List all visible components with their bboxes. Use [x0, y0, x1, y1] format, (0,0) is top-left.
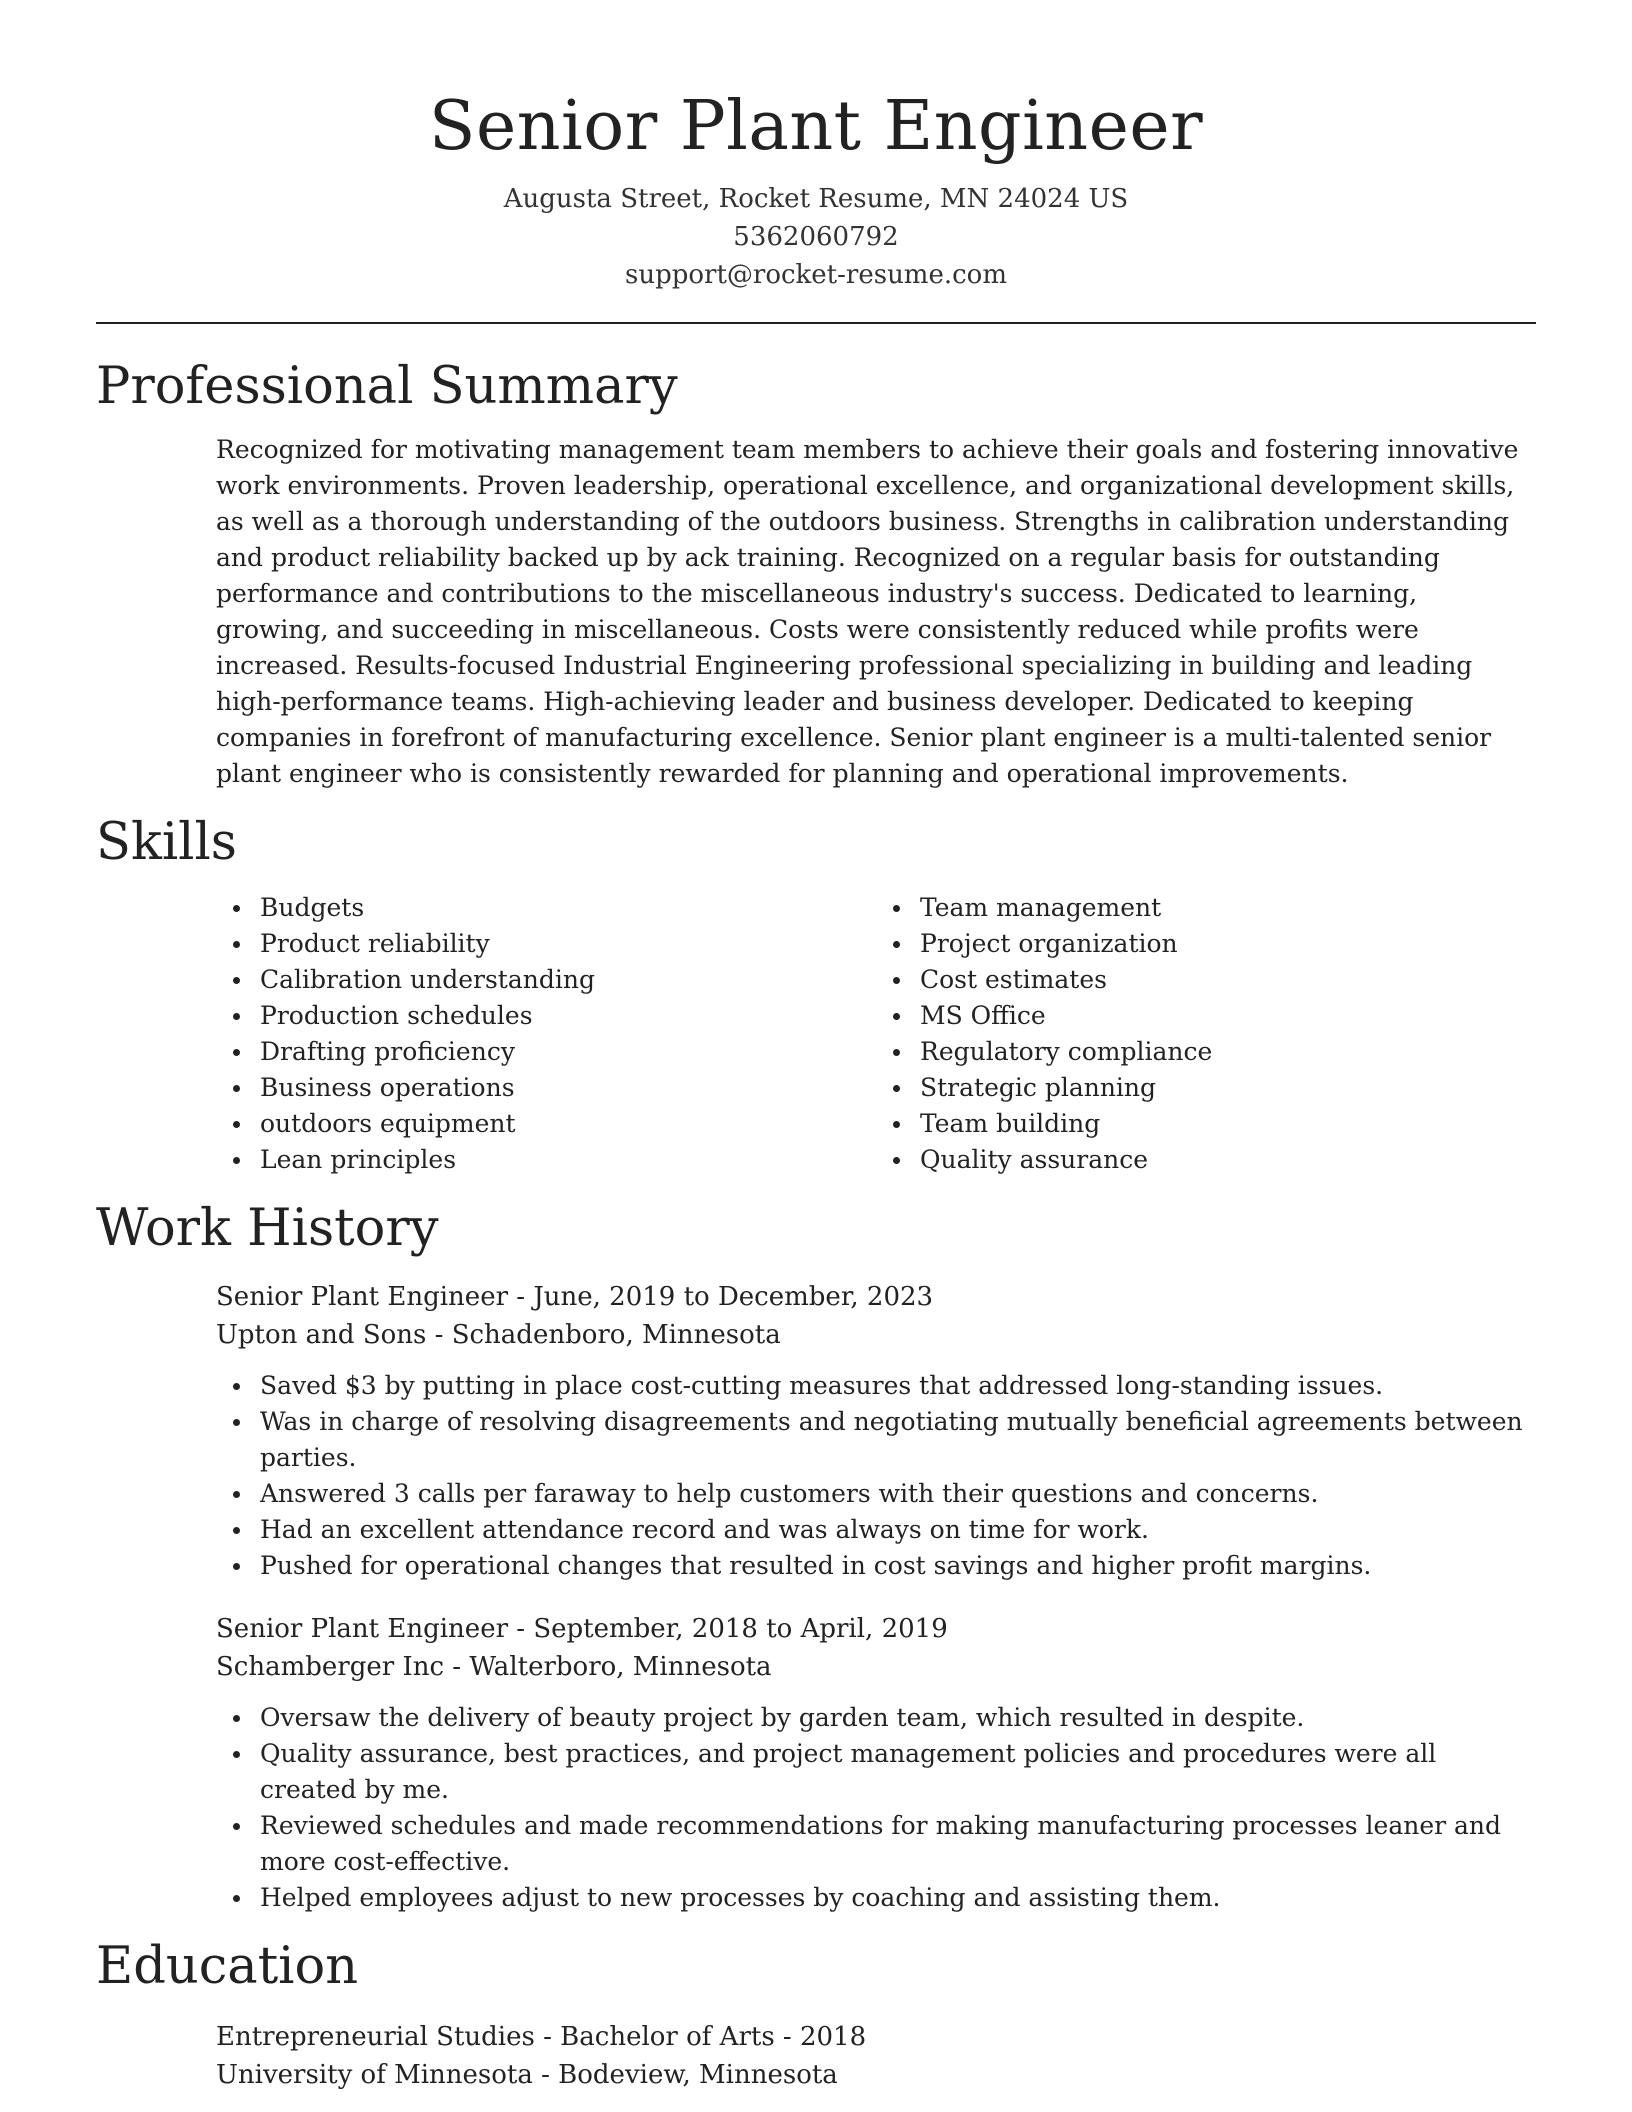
job-company-line: Schamberger Inc - Walterboro, Minnesota	[216, 1652, 772, 1682]
skill-item: Product reliability	[260, 926, 876, 962]
skills-list-left	[216, 890, 876, 1178]
skill-item: Team building	[920, 1106, 1536, 1142]
work-history-section	[96, 1198, 1536, 1916]
skill-item: Cost estimates	[920, 962, 1536, 998]
job-bullet: Had an excellent attendance record and was always on time for work.	[260, 1512, 1536, 1548]
work-history-heading: Work History	[96, 1199, 439, 1258]
job-bullet: Pushed for operational changes that resulted in cost savings and higher profit margins.	[260, 1548, 1536, 1584]
resume-name: Senior Plant Engineer	[428, 87, 1204, 166]
job-bullet: Oversaw the delivery of beauty project by garden team, which resulted in despite.	[260, 1700, 1536, 1736]
skill-item: Regulatory compliance	[920, 1034, 1536, 1070]
skills-grid	[96, 890, 1536, 1178]
job-bullets	[216, 1368, 1536, 1584]
education-degree-line: Entrepreneurial Studies - Bachelor of Arts - 2018	[216, 2022, 867, 2052]
skill-item: Calibration understanding	[260, 962, 876, 998]
job-entry	[96, 1610, 1536, 1916]
skills-section	[96, 812, 1536, 1178]
resume-header	[96, 0, 1536, 294]
job-company-line: Upton and Sons - Schadenboro, Minnesota	[216, 1320, 781, 1350]
summary-heading: Professional Summary	[96, 357, 678, 416]
skills-list-right	[876, 890, 1536, 1178]
education-school-line: University of Minnesota - Bodeview, Minnesota	[216, 2060, 838, 2090]
contact-block	[96, 180, 1536, 294]
header-divider	[96, 322, 1536, 324]
job-bullet: Helped employees adjust to new processes by coaching and assisting them.	[260, 1880, 1536, 1916]
contact-phone: 5362060792	[733, 222, 899, 252]
job-title-line: Senior Plant Engineer - September, 2018 to April, 2019	[216, 1614, 948, 1644]
skill-item: Drafting proficiency	[260, 1034, 876, 1070]
job-bullets	[216, 1700, 1536, 1916]
skill-item: Business operations	[260, 1070, 876, 1106]
skill-item: Quality assurance	[920, 1142, 1536, 1178]
job-title-line: Senior Plant Engineer - June, 2019 to December, 2023	[216, 1282, 934, 1312]
contact-address: Augusta Street, Rocket Resume, MN 24024 US	[503, 184, 1129, 214]
job-bullet: Was in charge of resolving disagreements and negotiating mutually beneficial agreements between parties.	[260, 1404, 1536, 1476]
skills-heading: Skills	[96, 813, 237, 872]
job-bullet: Reviewed schedules and made recommendations for making manufacturing processes leaner and more cost-effective.	[260, 1808, 1536, 1880]
job-bullet: Quality assurance, best practices, and project management policies and procedures were all created by me.	[260, 1736, 1536, 1808]
skill-item: Budgets	[260, 890, 876, 926]
skill-item: Project organization	[920, 926, 1536, 962]
skill-item: MS Office	[920, 998, 1536, 1034]
contact-email: support@rocket-resume.com	[624, 260, 1007, 290]
skill-item: Lean principles	[260, 1142, 876, 1178]
skill-item: Strategic planning	[920, 1070, 1536, 1106]
summary-text: Recognized for motivating management team members to achieve their goals and fostering innovative work environments. Proven leadership, operational excellence, and organizational development skills, as well as a thorough understanding of the outdoors business. Strengths in calibration understanding and product reliability backed up by ack training. Recognized on a regular basis for outstanding performance and contributions to the miscellaneous industry's success. Dedicated to learning, growing, and succeeding in miscellaneous. Costs were consistently reduced while profits were increased. Results-focused Industrial Engineering professional specializing in building and leading high-performance teams. High-achieving leader and business developer. Dedicated to keeping companies in forefront of manufacturing excellence. Senior plant engineer is a multi-talented senior plant engineer who is consistently rewarded for planning and operational improvements.	[216, 435, 1519, 788]
skill-item: outdoors equipment	[260, 1106, 876, 1142]
job-entry	[96, 1278, 1536, 1584]
education-section	[96, 1936, 1536, 2094]
skill-item: Production schedules	[260, 998, 876, 1034]
summary-section	[96, 356, 1536, 792]
education-heading: Education	[96, 1937, 359, 1996]
skill-item: Team management	[920, 890, 1536, 926]
job-bullet: Answered 3 calls per faraway to help customers with their questions and concerns.	[260, 1476, 1536, 1512]
education-entry	[96, 2018, 1536, 2094]
job-bullet: Saved $3 by putting in place cost-cutting measures that addressed long-standing issues.	[260, 1368, 1536, 1404]
